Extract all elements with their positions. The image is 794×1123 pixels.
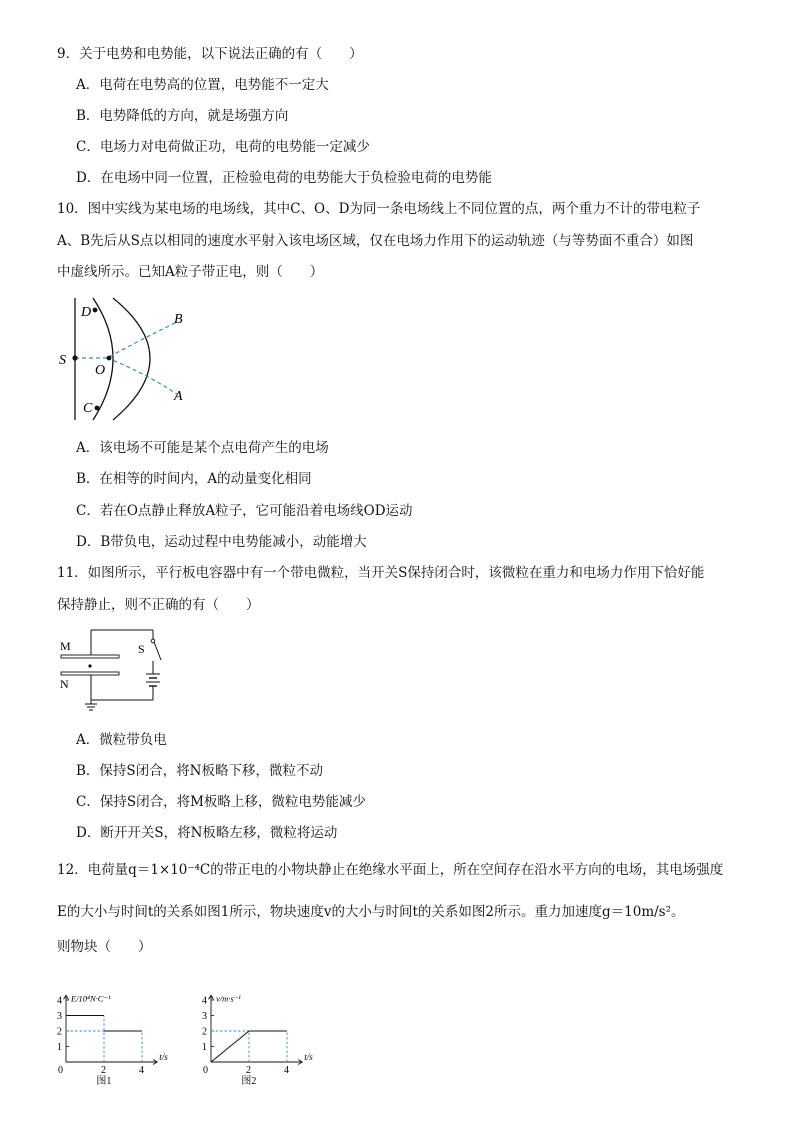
label-m: M	[60, 639, 71, 653]
label-c: C	[83, 401, 93, 416]
x-axis-label: t/s	[304, 1052, 313, 1062]
question-11-stem-line1: 11．如图所示，平行板电容器中有一个带电微粒，当开关S保持闭合时，该微粒在重力和电场力作用下恰好能	[57, 565, 705, 581]
q9-option-d: D．在电场中同一位置，正检验电荷的电势能大于负检验电荷的电势能	[76, 170, 492, 186]
x-axis-label: t/s	[159, 1052, 168, 1062]
y-tick-label: 2	[202, 1026, 207, 1038]
y-axis-label: v/m·s⁻¹	[216, 993, 241, 1004]
question-12-stem-line3: 则物块（ ）	[57, 939, 152, 955]
chart-caption: 图2	[241, 1076, 257, 1087]
y-tick-label: 4	[202, 995, 207, 1007]
label-n: N	[60, 677, 69, 691]
q9-option-a: A．电荷在电势高的位置，电势能不一定大	[76, 77, 329, 93]
label-s: S	[59, 353, 66, 368]
question-12-stem-line1: 12．电荷量q＝1×10⁻⁴C的带正电的小物块静止在绝缘水平面上，所在空间存在沿水平方向的电场，其电场强度	[57, 862, 724, 878]
question-10-stem-line2: A、B先后从S点以相同的速度水平射入该电场区域，仅在电场力作用下的运动轨迹（与等势面不重合）如图	[57, 233, 694, 249]
x-tick-label: 2	[101, 1065, 106, 1076]
label-a: A	[174, 389, 183, 404]
q11-option-d: D．断开开关S，将N板略左移，微粒将运动	[76, 825, 338, 841]
capacitor-circuit-figure	[55, 622, 170, 720]
q10-option-d: D．B带负电，运动过程中电势能减小，动能增大	[76, 534, 367, 550]
y-tick-label: 3	[57, 1011, 62, 1022]
electric-field-figure	[55, 292, 205, 427]
chart-figure-1	[50, 962, 190, 1087]
q10-option-b: B．在相等的时间内，A的动量变化相同	[76, 471, 312, 487]
q9-option-b: B．电势降低的方向，就是场强方向	[76, 108, 289, 124]
y-tick-label: 3	[202, 1011, 207, 1022]
x-tick-label: 4	[284, 1065, 289, 1076]
trajectory-b	[75, 322, 177, 358]
q11-option-b: B．保持S闭合，将N板略下移，微粒不动	[76, 763, 323, 779]
q10-option-a: A．该电场不可能是某个点电荷产生的电场	[76, 440, 329, 456]
y-axis-label: E/10⁴N·C⁻¹	[71, 993, 111, 1004]
label-b: B	[174, 312, 183, 327]
chart-figure-2	[195, 962, 335, 1087]
charged-particle	[88, 664, 91, 667]
trajectory-a	[107, 358, 177, 394]
question-9-stem: 9．关于电势和电势能，以下说法正确的有（ ）	[57, 46, 363, 62]
question-11-stem-line2: 保持静止，则不正确的有（ ）	[57, 597, 260, 613]
x-tick-label: 2	[246, 1065, 251, 1076]
x-tick-label: 0	[58, 1065, 63, 1076]
question-10-stem-line1: 10．图中实线为某电场的电场线，其中C、O、D为同一条电场线上不同位置的点，两个重力不计的带电粒子	[57, 201, 701, 217]
y-tick-label: 1	[57, 1042, 62, 1053]
question-12-stem-line2: E的大小与时间t的关系如图1所示，物块速度v的大小与时间t的关系如图2所示。重力加速度g＝10m/s²。	[57, 904, 685, 920]
label-d: D	[81, 305, 92, 320]
data-segment	[211, 1031, 249, 1062]
chart-caption: 图1	[96, 1076, 112, 1087]
label-o: O	[95, 363, 106, 378]
question-10-stem-line3: 中虚线所示。已知A粒子带正电，则（ ）	[57, 264, 324, 280]
y-tick-label: 2	[57, 1026, 62, 1038]
y-tick-label: 1	[202, 1042, 207, 1053]
q11-option-a: A．微粒带负电	[76, 732, 167, 748]
q10-option-c: C．若在O点静止释放A粒子，它可能沿着电场线OD运动	[76, 503, 413, 519]
x-tick-label: 4	[139, 1065, 144, 1076]
y-tick-label: 4	[57, 995, 62, 1007]
label-switch-s: S	[138, 642, 145, 656]
x-tick-label: 0	[203, 1065, 208, 1076]
q9-option-c: C．电场力对电荷做正功，电荷的电势能一定减少	[76, 139, 370, 155]
q11-option-c: C．保持S闭合，将M板略上移，微粒电势能减少	[76, 794, 366, 810]
